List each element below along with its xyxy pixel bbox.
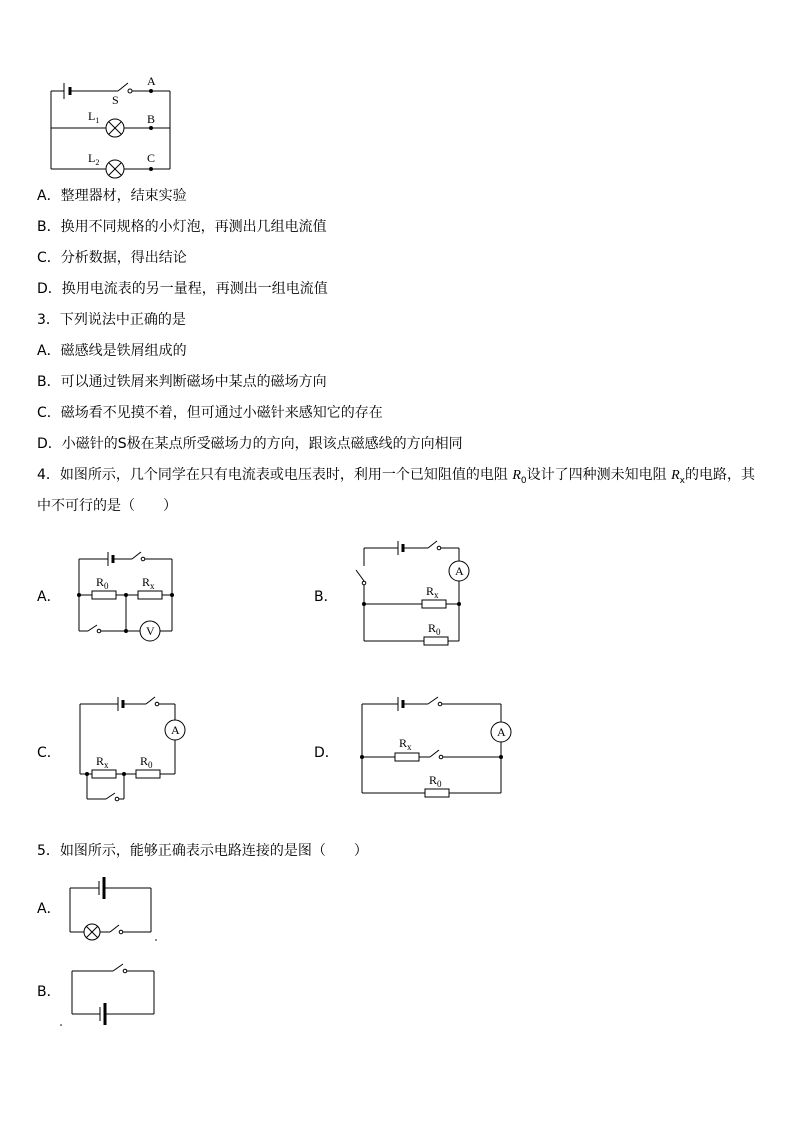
resistor-r0-label: $R_0$ xyxy=(428,621,441,637)
resistor-rx-label: $R_x$ xyxy=(96,754,109,770)
q4-circuit-a-diagram xyxy=(70,548,180,638)
q4-label-a: A． xyxy=(37,589,61,605)
resistor-rx-label: $R_x$ xyxy=(142,575,155,591)
resistor-r0-label: $R_0$ xyxy=(429,773,442,789)
q5-circuit-a-diagram xyxy=(65,872,165,944)
lamp-l2-label: $L_2$ xyxy=(88,151,100,167)
q5-label-b: B． xyxy=(37,984,61,1000)
resistor-r0-label: $R_0$ xyxy=(96,575,109,591)
q2-option-d: D．换用电流表的另一量程，再测出一组电流值 xyxy=(37,281,328,297)
voltmeter-label: V xyxy=(146,624,155,638)
q4-label-c: C． xyxy=(37,745,61,761)
q4-circuit-c-diagram xyxy=(70,692,195,804)
q4-stem-line2: 中不可行的是（ ） xyxy=(37,498,177,514)
parallel-lamp-circuit-diagram xyxy=(40,74,180,178)
q3-option-b: B．可以通过铁屑来判断磁场中某点的磁场方向 xyxy=(37,374,327,390)
q5-stem: 5．如图所示，能够正确表示电路连接的是图（ ） xyxy=(37,843,368,859)
point-b-label: B xyxy=(147,112,156,126)
q3-option-d: D．小磁针的S极在某点所受磁场力的方向，跟该点磁感线的方向相同 xyxy=(37,436,463,452)
resistor-rx-label: $R_x$ xyxy=(426,584,439,600)
resistor-rx-label: $R_x$ xyxy=(399,736,412,752)
ammeter-label: A xyxy=(497,725,506,739)
ammeter-label: A xyxy=(171,723,180,737)
q2-option-b: B．换用不同规格的小灯泡，再测出几组电流值 xyxy=(37,219,327,235)
q4-circuit-d-diagram xyxy=(350,690,520,800)
q3-option-c: C．磁场看不见摸不着，但可通过小磁针来感知它的存在 xyxy=(37,405,383,421)
lamp-l1-label: $L_1$ xyxy=(88,109,100,125)
point-a-label: A xyxy=(147,74,156,88)
resistor-r0-label: $R_0$ xyxy=(140,754,153,770)
q3-option-a: A．磁感线是铁屑组成的 xyxy=(37,343,187,359)
q2-option-c: C．分析数据，得出结论 xyxy=(37,250,187,266)
q3-stem: 3．下列说法中正确的是 xyxy=(37,312,186,328)
point-c-label: C xyxy=(147,151,156,165)
q4-circuit-b-diagram xyxy=(350,532,480,647)
q4-label-d: D． xyxy=(314,745,339,761)
q4-label-b: B． xyxy=(314,589,338,605)
q4-stem: 4．如图所示，几个同学在只有电流表或电压表时，利用一个已知阻值的电阻 $R_0$设计了四种测未知电阻 $R_x$的电路，其 xyxy=(37,467,755,486)
ammeter-label: A xyxy=(455,564,464,578)
q5-circuit-b-diagram xyxy=(55,955,165,1030)
q5-label-a: A． xyxy=(37,901,61,917)
q2-option-a: A．整理器材，结束实验 xyxy=(37,188,187,204)
switch-label: S xyxy=(112,93,119,107)
